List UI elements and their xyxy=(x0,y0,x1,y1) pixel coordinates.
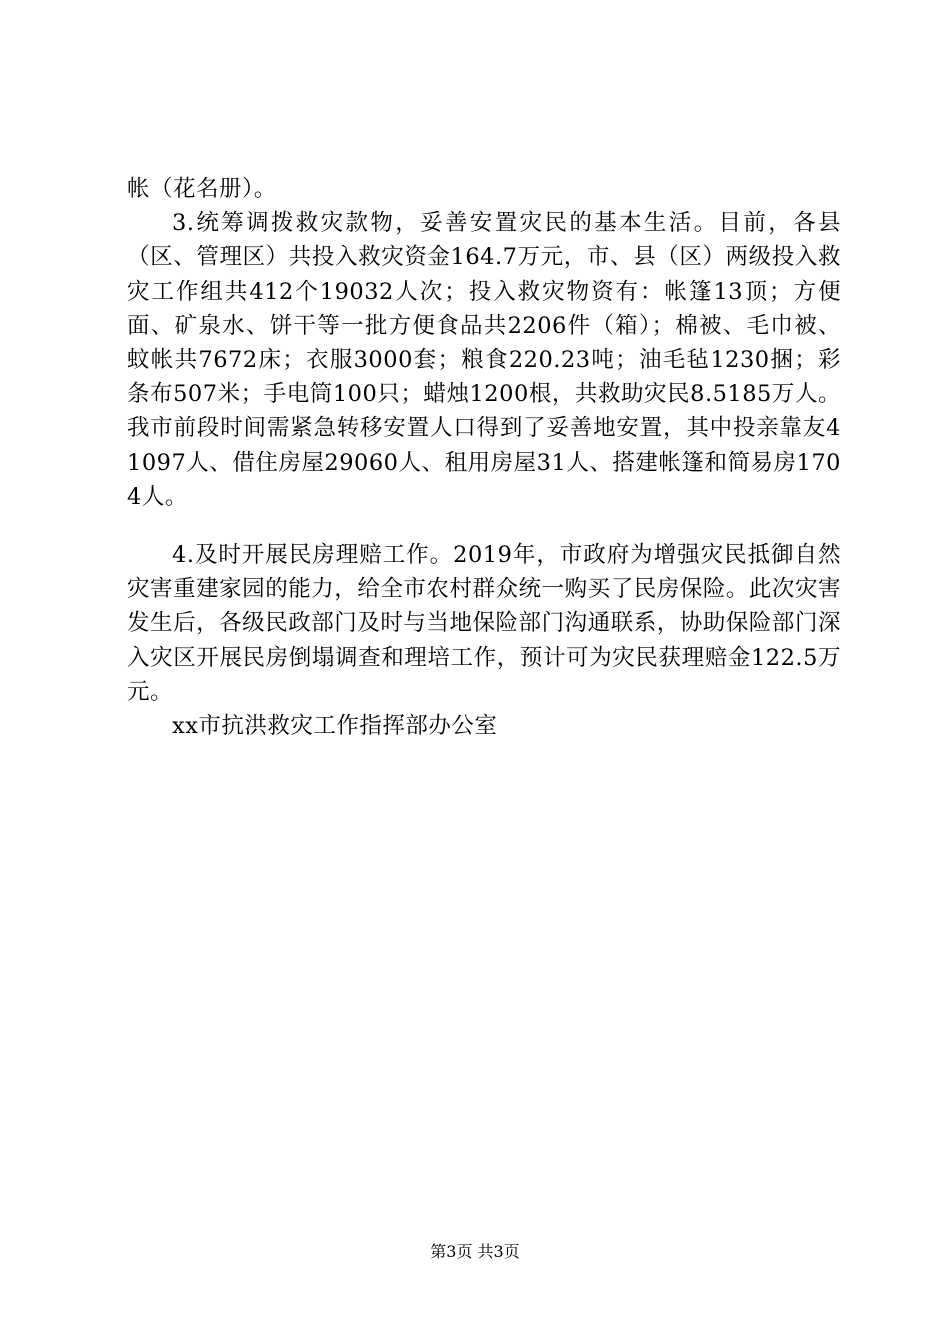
signature-office: xx市抗洪救灾工作指挥部办公室 xyxy=(172,713,498,740)
document-body xyxy=(127,172,841,743)
paragraph-item-3: 3.统筹调拨救灾款物，妥善安置灾民的基本生活。目前，各县（区、管理区）共投入救灾资金164.7万元，市、县（区）两级投入救灾工作组共412个19032人次；投入救灾物资有：帐篷13顶；方便面、矿泉水、饼干等一批方便食品共2206件（箱）；棉被、毛巾被、蚊帐共7672床；衣服3000套；粮食220.23吨；油毛毡1230捆；彩条布507米；手电筒100只；蜡烛1200根，共救助灾民8.5185万人。我市前段时间需紧急转移安置人口得到了妥善地安置，其中投亲靠友41097人、借住房屋29060人、租用房屋31人、搭建帐篷和简易房1704人。 xyxy=(127,210,841,510)
page-number-footer: 第3页 共3页 xyxy=(430,1242,520,1261)
paragraph-continuation: 帐（花名册）。 xyxy=(127,176,277,202)
paragraph-item-4: 4.及时开展民房理赔工作。2019年，市政府为增强灾民抵御自然灾害重建家园的能力，给全市农村群众统一购买了民房保险。此次灾害发生后，各级民政部门及时与当地保险部门沟通联系，协助保险部门深入灾区开展民房倒塌调查和理培工作，预计可为灾民获理赔金122.5万元。 xyxy=(127,542,841,705)
